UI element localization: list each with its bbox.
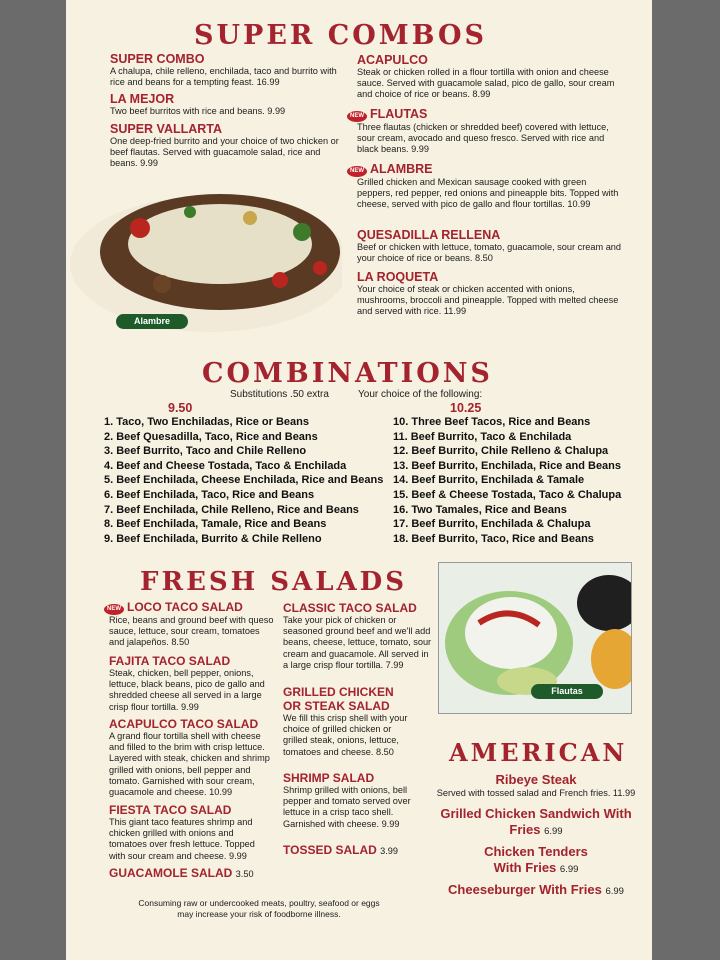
- item-name: SUPER COMBO: [110, 52, 205, 66]
- american-section: [436, 772, 636, 900]
- item-name: SUPER VALLARTA: [110, 122, 223, 136]
- item-desc: A chalupa, chile relleno, enchilada, taco and burrito with rice and beans for a tempting feast. 16.99: [110, 66, 337, 88]
- right-combo-price: 10.25: [450, 401, 482, 415]
- combo-item: 9. Beef Enchilada, Burrito & Chile Relleno: [104, 532, 322, 545]
- menu-item-quesadilla-rellena: [357, 228, 622, 264]
- menu-item-classic-taco-salad: [283, 601, 433, 671]
- menu-item-tossed-salad: [283, 843, 398, 857]
- combo-list-left: [104, 415, 383, 546]
- menu-page: [66, 0, 652, 960]
- item-name: LA MEJOR: [110, 92, 175, 106]
- choice-note: Your choice of the following:: [358, 389, 483, 400]
- combo-item: 2. Beef Quesadilla, Taco, Rice and Beans: [104, 430, 318, 443]
- item-name: CLASSIC TACO SALAD: [283, 601, 417, 615]
- menu-item-loco-taco-salad: [104, 600, 276, 649]
- item-desc: We fill this crisp shell with your choice of grilled chicken or grilled steak, onions, lettuce, tomatoes and cheese. 8.50: [283, 713, 408, 757]
- menu-item-ribeye-steak: [436, 772, 636, 799]
- combo-item: 7. Beef Enchilada, Chile Relleno, Rice and Beans: [104, 503, 359, 516]
- item-desc: Three flautas (chicken or shredded beef) covered with lettuce, sour cream, avocado and queso fresco. Served with rice and black beans. 9.99: [357, 122, 609, 155]
- alambre-photo-label: Alambre: [116, 314, 188, 329]
- combo-item: 14. Beef Burrito, Enchilada & Tamale: [393, 474, 585, 487]
- item-name: Cheeseburger With Fries: [448, 882, 602, 898]
- item-desc: Rice, beans and ground beef with queso sauce, lettuce, sour cream, tomatoes and jalapeños. 8.50: [109, 615, 274, 648]
- item-desc: One deep-fried burrito and your choice of two chicken or beef flautas. Served with guacamole salad, rice and beans. 9.99: [110, 136, 339, 169]
- menu-item-acapulco: [357, 53, 622, 101]
- item-desc: Grilled chicken and Mexican sausage cooked with green peppers, red pepper, red onions and pineapple bits. Topped with cheese, served with pico de gallo and flour tortillas. 10.99: [357, 177, 619, 210]
- combo-item: 13. Beef Burrito, Enchilada, Rice and Beans: [393, 459, 622, 472]
- item-desc: Served with tossed salad and French fries. 11.99: [436, 788, 636, 798]
- new-badge: NEW: [347, 111, 367, 122]
- combo-item: 12. Beef Burrito, Chile Relleno & Chalupa: [393, 445, 609, 458]
- combo-item: 1. Taco, Two Enchiladas, Rice or Beans: [104, 416, 309, 428]
- menu-item-super-vallarta: [110, 122, 340, 170]
- flautas-photo-label: Flautas: [531, 684, 603, 699]
- item-price: 3.50: [235, 869, 254, 879]
- item-name: ALAMBRE: [370, 162, 433, 176]
- flautas-photo: [438, 562, 632, 714]
- combo-item: 5. Beef Enchilada, Cheese Enchilada, Rice and Beans: [104, 474, 384, 487]
- item-desc: Two beef burritos with rice and beans. 9.99: [110, 106, 286, 116]
- combo-item: 3. Beef Burrito, Taco and Chile Relleno: [104, 445, 307, 458]
- combo-item: 4. Beef and Cheese Tostada, Taco & Enchilada: [104, 459, 347, 472]
- american-title: AMERICAN: [449, 738, 628, 767]
- menu-item-acapulco-taco-salad: [109, 717, 271, 798]
- menu-item-cheeseburger: [424, 882, 648, 900]
- menu-item-la-roqueta: [357, 270, 622, 318]
- combo-item: 6. Beef Enchilada, Taco, Rice and Beans: [104, 488, 315, 501]
- food-safety-disclaimer: Consuming raw or undercooked meats, poultry, seafood or eggs may increase your risk of foodborne illness.: [138, 898, 380, 920]
- super-combos-title: SUPER COMBOS: [194, 20, 488, 51]
- combo-item: 18. Beef Burrito, Taco, Rice and Beans: [393, 532, 594, 545]
- menu-item-fiesta-taco-salad: [109, 803, 269, 862]
- item-name: TOSSED SALAD: [283, 843, 377, 857]
- item-name: GRILLED CHICKEN OR STEAK SALAD: [283, 685, 394, 713]
- item-name: SHRIMP SALAD: [283, 771, 375, 785]
- item-name: FAJITA TACO SALAD: [109, 654, 231, 668]
- item-price: 6.99: [544, 826, 563, 838]
- item-name: FLAUTAS: [370, 107, 428, 121]
- fresh-salads-title: FRESH SALADS: [140, 567, 408, 597]
- combo-item: 16. Two Tamales, Rice and Beans: [393, 503, 567, 516]
- item-name: ACAPULCO TACO SALAD: [109, 717, 259, 731]
- menu-item-grilled-chicken-sandwich: [436, 806, 636, 840]
- item-name: Ribeye Steak: [495, 772, 577, 787]
- item-desc: Take your pick of chicken or seasoned ground beef and we'll add beans, cheese, lettuce, tomato, sour cream and guacamole. All served in a large crisp flour tortilla. 7.99: [283, 615, 432, 670]
- item-desc: Beef or chicken with lettuce, tomato, guacamole, sour cream and your choice of rice or beans. 8.50: [357, 242, 622, 264]
- new-badge: NEW: [347, 166, 367, 177]
- new-badge: NEW: [104, 604, 124, 615]
- combo-item: 15. Beef & Cheese Tostada, Taco & Chalupa: [393, 488, 622, 501]
- combo-item: 11. Beef Burrito, Taco & Enchilada: [393, 430, 572, 443]
- alambre-photo: [70, 172, 342, 344]
- menu-item-alambre: [347, 162, 622, 211]
- item-price: 3.99: [380, 846, 399, 856]
- item-name: Grilled Chicken Sandwich With Fries: [440, 806, 632, 838]
- menu-item-flautas: [347, 107, 622, 156]
- menu-item-shrimp-salad: [283, 771, 418, 830]
- combo-item: 8. Beef Enchilada, Tamale, Rice and Beans: [104, 518, 327, 531]
- item-price: 6.99: [559, 864, 579, 876]
- combo-item: 17. Beef Burrito, Enchilada & Chalupa: [393, 518, 591, 531]
- item-desc: Steak, chicken, bell pepper, onions, lettuce, black beans, pico de gallo and shredded cheese all served in a large crisp flour tortilla. 9.99: [109, 668, 265, 712]
- menu-item-grilled-chicken-or-steak-salad: [283, 685, 411, 758]
- item-desc: Shrimp grilled with onions, bell pepper and tomato served over lettuce in a crisp taco shell. Garnished with cheese. 9.99: [283, 785, 411, 829]
- item-name: Chicken Tenders With Fries: [484, 844, 588, 876]
- item-desc: A grand flour tortilla shell with cheese and filled to the brim with crisp lettuce. Layered with steak, chicken and shrimp grilled with onions, bell pepper and tomato. Garnished with sour cream, guacamole and cheese. 10.99: [109, 731, 270, 798]
- menu-item-la-mejor: [110, 92, 340, 117]
- menu-item-fajita-taco-salad: [109, 654, 269, 713]
- item-name: LA ROQUETA: [357, 270, 439, 284]
- item-name: GUACAMOLE SALAD: [109, 866, 233, 880]
- item-name: QUESADILLA RELLENA: [357, 228, 501, 242]
- menu-item-guacamole-salad: [109, 866, 254, 880]
- left-combo-price: 9.50: [168, 401, 193, 415]
- combo-list-right: [393, 415, 621, 546]
- item-name: FIESTA TACO SALAD: [109, 803, 232, 817]
- substitutions-note: Substitutions .50 extra: [230, 389, 329, 400]
- item-desc: This giant taco features shrimp and chicken grilled with onions and tomatoes over fresh lettuce. Topped with sour cream and cheese. 9.99: [109, 817, 255, 861]
- combo-item: 10. Three Beef Tacos, Rice and Beans: [393, 416, 591, 428]
- item-desc: Your choice of steak or chicken accented with onions, mushrooms, broccoli and pineapple. Topped with melted cheese and served with rice. 11.99: [357, 284, 619, 317]
- item-price: 6.99: [605, 886, 624, 898]
- item-name: ACAPULCO: [357, 53, 428, 67]
- item-name: LOCO TACO SALAD: [127, 600, 243, 614]
- menu-item-super-combo: [110, 52, 340, 88]
- combinations-title: COMBINATIONS: [202, 358, 493, 389]
- menu-item-chicken-tenders: [436, 844, 636, 878]
- item-desc: Steak or chicken rolled in a flour tortilla with onion and cheese sauce. Served with guacamole salad, pico de gallo, sour cream and choice of rice or beans. 8.99: [357, 67, 615, 100]
